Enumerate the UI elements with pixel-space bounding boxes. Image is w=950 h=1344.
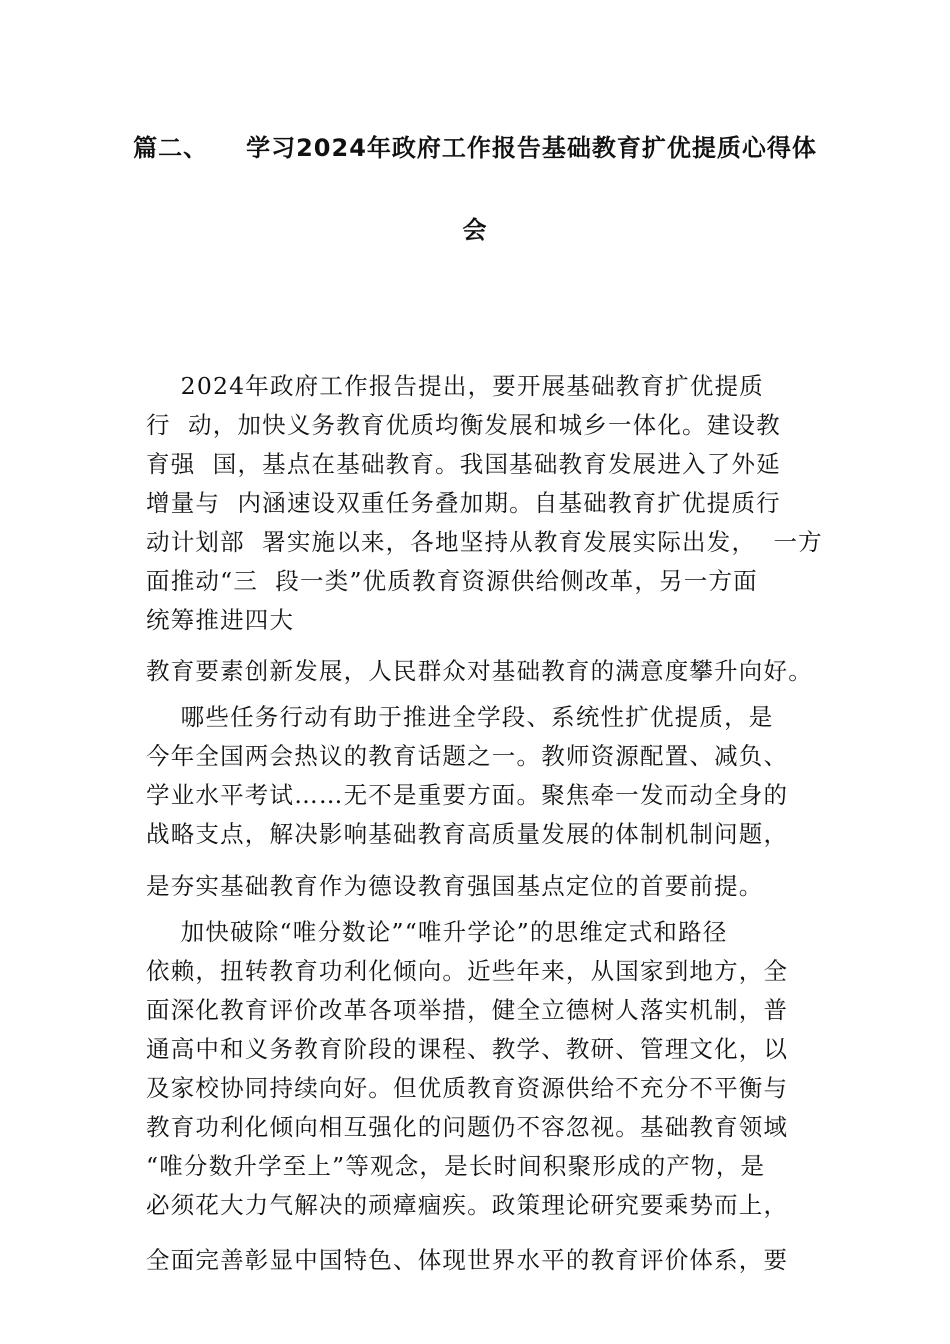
body-line: 面推动“三 段一类”优质教育资源供给侧改革，另一方面 [146, 567, 758, 595]
body-line: 今年全国两会热议的教育话题之一。教师资源配置、减负、 [146, 742, 789, 770]
body-line: 教育要素创新发展，人民群众对基础教育的满意度攀升向好。 [146, 657, 813, 685]
body-line: 全面完善彰显中国特色、体现世界水平的教育评价体系，要 [146, 1246, 789, 1274]
body-line: 统筹推进四大 [146, 606, 295, 634]
title-prefix: 篇二、 [133, 134, 209, 162]
body-line: 必须花大力气解决的顽瘴痼疾。政策理论研究要乘势而上， [146, 1191, 789, 1219]
body-line: 2024年政府工作报告提出，要开展基础教育扩优提质 [146, 372, 764, 400]
body-line: 育强 国，基点在基础教育。我国基础教育发展进入了外延 [146, 450, 781, 478]
body-line: “唯分数升学至上”等观念，是长时间积聚形成的产物，是 [146, 1152, 766, 1180]
body-line: 学业水平考试……无不是重要方面。聚焦牵一发而动全身的 [146, 781, 789, 809]
body-line: 依赖，扭转教育功利化倾向。近些年来，从国家到地方，全 [146, 957, 789, 985]
body-line: 哪些任务行动有助于推进全学段、系统性扩优提质，是 [146, 703, 774, 731]
document-title-line-1 [0, 128, 950, 163]
body-line: 面深化教育评价改革各项举措，健全立德树人落实机制，普 [146, 996, 789, 1024]
title-text: 学习2024年政府工作报告基础教育扩优提质心得体 [246, 134, 817, 162]
body-line: 增量与 内涵速设双重任务叠加期。自基础教育扩优提质行 [146, 489, 781, 517]
body-line: 行 动，加快义务教育优质均衡发展和城乡一体化。建设教 [146, 411, 781, 439]
body-line: 教育功利化倾向相互强化的问题仍不容忽视。基础教育领域 [146, 1113, 789, 1141]
body-line: 及家校协同持续向好。但优质教育资源供给不充分不平衡与 [146, 1074, 789, 1102]
document-title-line-2: 会 [462, 216, 488, 244]
body-line: 战略支点，解决影响基础教育高质量发展的体制机制问题， [146, 820, 789, 848]
body-line: 动计划部 署实施以来，各地坚持从教育发展实际出发， 一方 [146, 528, 823, 556]
body-line: 是夯实基础教育作为德设教育强国基点定位的首要前提。 [146, 872, 764, 900]
body-line: 加快破除“唯分数论”“唯升学论”的思维定式和路径 [146, 918, 728, 946]
body-line: 通高中和义务教育阶段的课程、教学、教研、管理文化，以 [146, 1035, 789, 1063]
